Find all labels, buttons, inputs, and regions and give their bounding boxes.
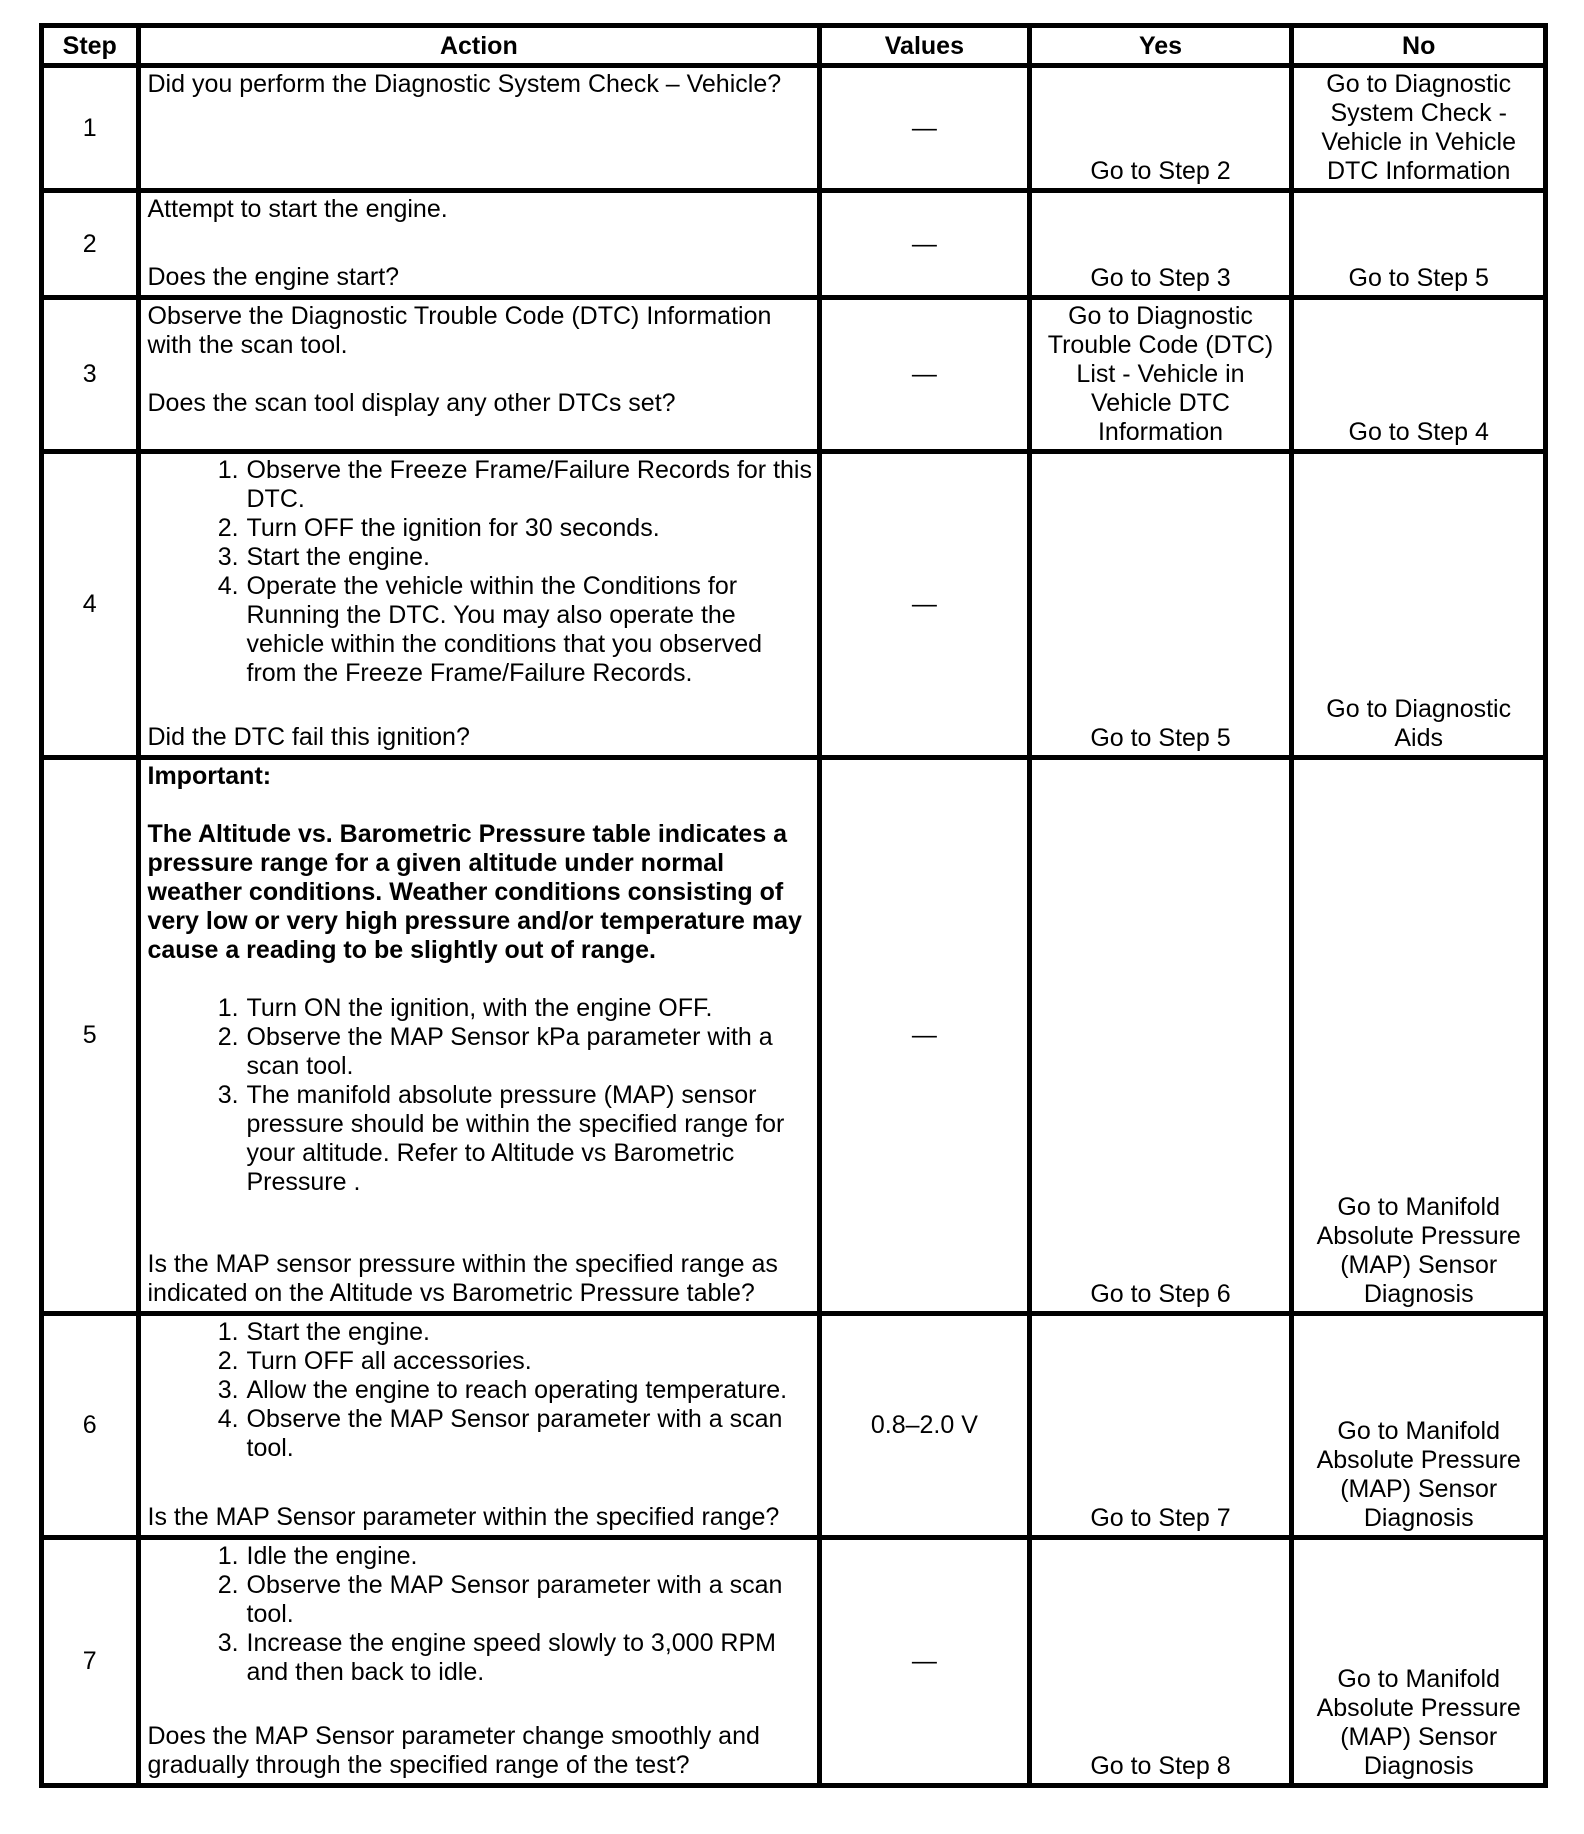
yes-cell: Go to Step 6 <box>1029 758 1292 1314</box>
no-cell: Go to Manifold Absolute Pressure (MAP) Sensor Diagnosis <box>1292 1314 1546 1538</box>
table-row <box>42 1538 1546 1786</box>
action-cell <box>138 66 820 191</box>
step-number: 7 <box>42 1538 139 1786</box>
action-steps <box>148 1542 814 1687</box>
action-intro: Attempt to start the engine. <box>147 195 448 223</box>
diagnostic-table <box>39 23 1548 1788</box>
table-row <box>42 191 1546 298</box>
action-cell <box>138 1538 820 1786</box>
action-cell <box>138 298 820 452</box>
table-row <box>42 298 1546 452</box>
action-step: 4. Operate the vehicle within the Conditions for Running the DTC. You may also operate the vehicle within the conditions that you observed from the Freeze Frame/Failure Records. <box>246 572 814 688</box>
action-question: Does the MAP Sensor parameter change smoothly and gradually through the specified range of the test? <box>147 1722 760 1779</box>
action-steps <box>148 456 814 688</box>
no-cell: Go to Step 5 <box>1292 191 1546 298</box>
yes-cell: Go to Step 2 <box>1029 66 1292 191</box>
yes-cell: Go to Diagnostic Trouble Code (DTC) List - Vehicle in Vehicle DTC Information <box>1029 298 1292 452</box>
yes-cell: Go to Step 8 <box>1029 1538 1292 1786</box>
action-cell <box>138 452 820 758</box>
action-step: 1. Start the engine. <box>246 1318 814 1347</box>
step-number: 5 <box>42 758 139 1314</box>
action-question: Is the MAP Sensor parameter within the specified range? <box>147 1503 780 1531</box>
action-steps <box>148 1318 814 1463</box>
no-cell: Go to Diagnostic Aids <box>1292 452 1546 758</box>
action-cell <box>138 191 820 298</box>
no-cell: Go to Diagnostic System Check - Vehicle in Vehicle DTC Information <box>1292 66 1546 191</box>
action-question: Does the scan tool display any other DTCs set? <box>147 389 676 417</box>
step-number: 4 <box>42 452 139 758</box>
action-step: 4. Observe the MAP Sensor parameter with a scan tool. <box>246 1405 814 1463</box>
header-action: Action <box>138 26 820 66</box>
action-question: Did you perform the Diagnostic System Check – Vehicle? <box>147 70 782 98</box>
action-step: 3. The manifold absolute pressure (MAP) sensor pressure should be within the specified range for your altitude. Refer to Altitude vs Barometric Pressure . <box>246 1081 814 1197</box>
action-step: 3. Allow the engine to reach operating temperature. <box>246 1376 814 1405</box>
no-cell: Go to Step 4 <box>1292 298 1546 452</box>
value-cell: — <box>820 758 1029 1314</box>
table-row <box>42 66 1546 191</box>
value-cell: — <box>820 298 1029 452</box>
yes-cell: Go to Step 3 <box>1029 191 1292 298</box>
header-yes: Yes <box>1029 26 1292 66</box>
value-cell: — <box>820 191 1029 298</box>
action-step: 2. Observe the MAP Sensor parameter with a scan tool. <box>246 1571 814 1629</box>
action-steps <box>148 994 814 1197</box>
action-question: Does the engine start? <box>147 263 400 291</box>
table-row <box>42 758 1546 1314</box>
important-note: The Altitude vs. Barometric Pressure table indicates a pressure range for a given altitude under normal weather conditions. Weather conditions consisting of very low or very high pressure and/or temperature may cause a reading to be slightly out of range. <box>147 820 802 964</box>
value-cell: — <box>820 66 1029 191</box>
action-step: 1. Idle the engine. <box>246 1542 814 1571</box>
yes-cell: Go to Step 7 <box>1029 1314 1292 1538</box>
action-step: 3. Increase the engine speed slowly to 3,000 RPM and then back to idle. <box>246 1629 814 1687</box>
value-cell: — <box>820 452 1029 758</box>
action-question: Did the DTC fail this ignition? <box>147 723 470 751</box>
table-row <box>42 1314 1546 1538</box>
action-question: Is the MAP sensor pressure within the specified range as indicated on the Altitude vs Barometric Pressure table? <box>147 1250 778 1307</box>
action-step: 2. Turn OFF the ignition for 30 seconds. <box>246 514 814 543</box>
action-step: 2. Observe the MAP Sensor kPa parameter with a scan tool. <box>246 1023 814 1081</box>
step-number: 6 <box>42 1314 139 1538</box>
action-intro: Observe the Diagnostic Trouble Code (DTC) Information with the scan tool. <box>147 302 772 359</box>
action-step: 2. Turn OFF all accessories. <box>246 1347 814 1376</box>
table-row <box>42 452 1546 758</box>
important-label: Important: <box>147 762 272 790</box>
header-no: No <box>1292 26 1546 66</box>
value-cell: — <box>820 1538 1029 1786</box>
header-step: Step <box>42 26 139 66</box>
yes-cell: Go to Step 5 <box>1029 452 1292 758</box>
value-cell: 0.8–2.0 V <box>820 1314 1029 1538</box>
header-values: Values <box>820 26 1029 66</box>
step-number: 1 <box>42 66 139 191</box>
action-step: 1. Turn ON the ignition, with the engine OFF. <box>246 994 814 1023</box>
action-step: 3. Start the engine. <box>246 543 814 572</box>
header-row <box>42 26 1546 66</box>
action-step: 1. Observe the Freeze Frame/Failure Records for this DTC. <box>246 456 814 514</box>
step-number: 2 <box>42 191 139 298</box>
action-cell <box>138 1314 820 1538</box>
action-cell <box>138 758 820 1314</box>
no-cell: Go to Manifold Absolute Pressure (MAP) Sensor Diagnosis <box>1292 758 1546 1314</box>
step-number: 3 <box>42 298 139 452</box>
no-cell: Go to Manifold Absolute Pressure (MAP) Sensor Diagnosis <box>1292 1538 1546 1786</box>
